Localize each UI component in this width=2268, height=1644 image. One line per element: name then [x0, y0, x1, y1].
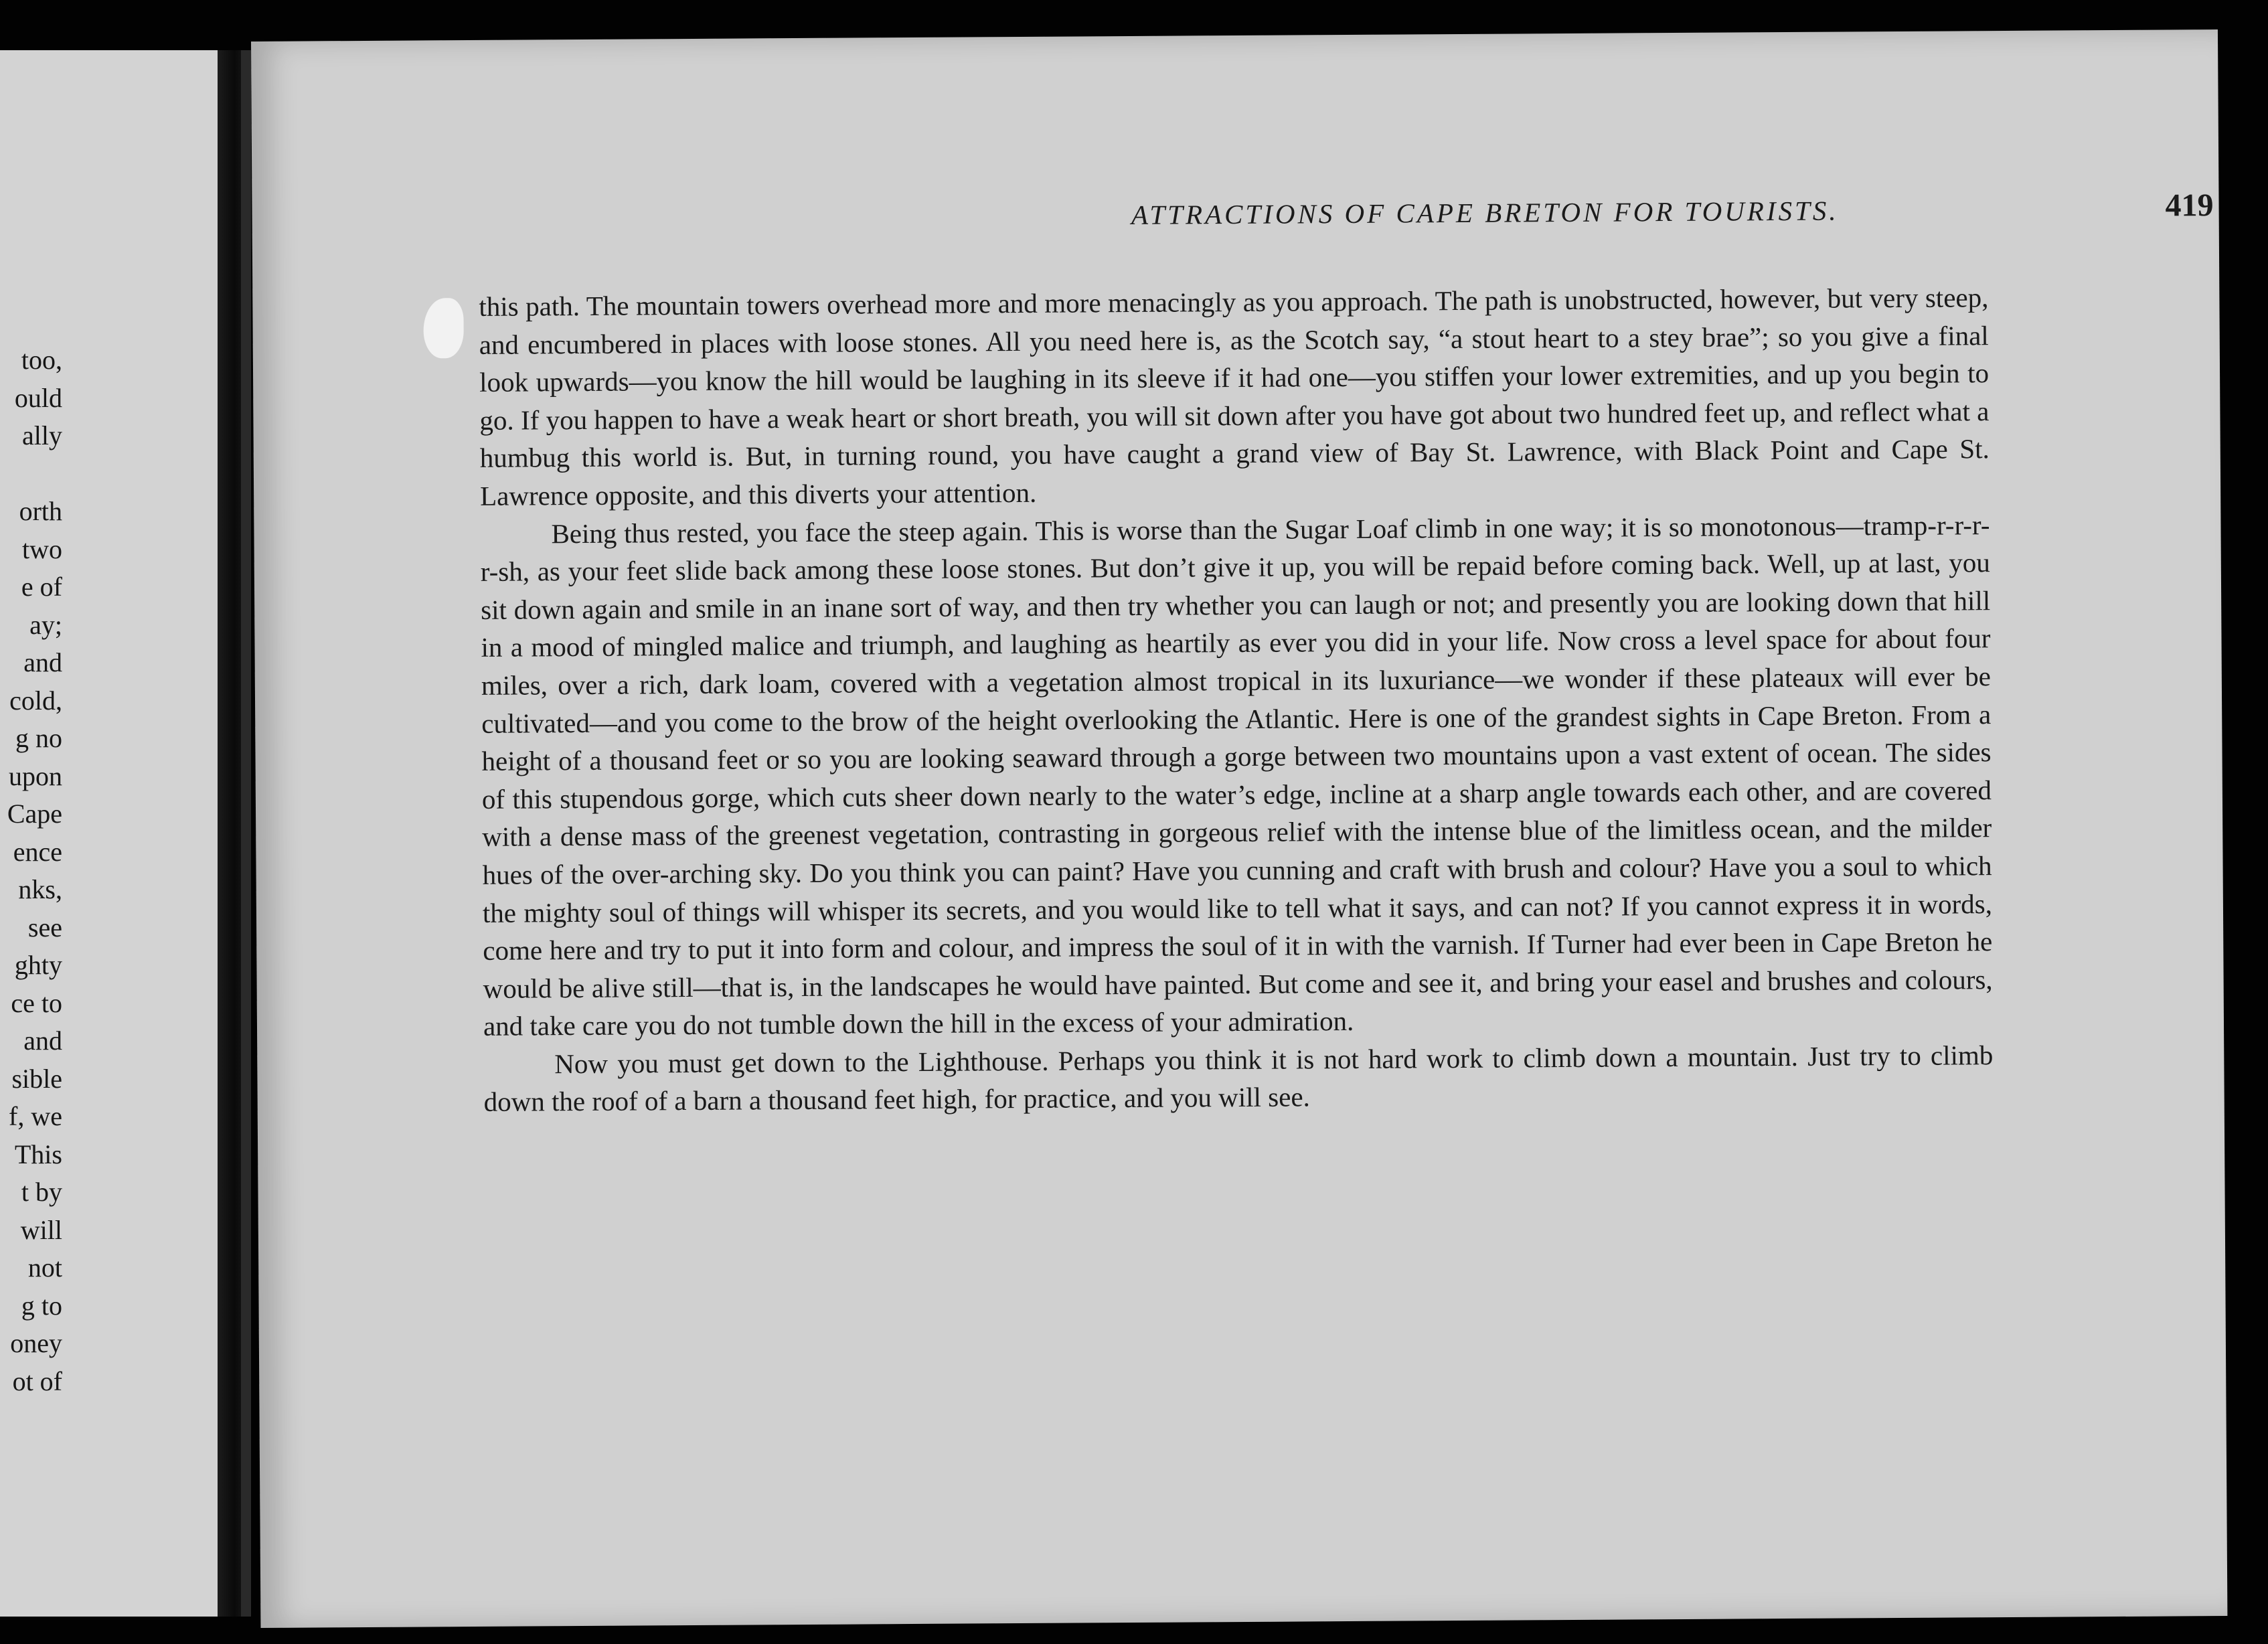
left-page-line-fragment: will: [20, 1214, 62, 1245]
left-page-line-fragment: upon: [9, 760, 62, 791]
running-title: ATTRACTIONS OF CAPE BRETON FOR TOURISTS.: [1131, 195, 1839, 230]
left-page-line-fragment: e of: [21, 572, 62, 602]
left-page-line-fragment: This: [14, 1139, 62, 1169]
left-page-line-fragment: nks,: [18, 874, 62, 904]
left-page-text-fragments: [0, 341, 62, 1400]
left-page-line-fragment: ghty: [14, 950, 62, 980]
paragraph-2: Being thus rested, you face the steep again. This is worse than the Sugar Loaf climb in one way; it is so monotonous—tramp-r-r-r-r-sh, as your feet slide back among these loose stones. But don’t give it up, you will be repaid before coming back. Well, up at last, you sit down again and smile in an inane sort of way, and then try whether you can laugh or not; and presently you are looking down that hill in a mood of mingled malice and triumph, and laughing as heartily as ever you did in your life. Now cross a level space for about four miles, over a rich, dark loam, covered with a vegetation almost tropical in its luxuriance—we wonder if these plateaux will ever be cultivated—and you come to the brow of the height overlooking the Atlantic. Here is one of the grandest sights in Cape Breton. From a height of a thousand feet or so you are looking seaward through a gorge between two mountains upon a vast extent of ocean. The sides of this stupendous gorge, which cuts sheer down nearly to the water’s edge, incline at a sharp angle towards each other, and are covered with a dense mass of the greenest vegetation, contrasting in gorgeous relief with the intense blue of the limitless ocean, and the milder hues of the over-arching sky. Do you think you can paint? Have you cunning and craft with brush and colour? Have you a soul to which the mighty soul of things will whisper its secrets, and you would like to tell what it says, and can not? If you cannot express it in words, come here and try to put it into form and colour, and impress the soul of it in with the varnish. If Turner had ever been in Cape Breton he would be alive still—that is, in the landscapes he would have painted. But come and see it, and bring your easel and brushes and colours, and take care you do not tumble down the hill in the excess of your admiration.: [480, 509, 1993, 1042]
left-page-line-fragment: see: [27, 912, 62, 942]
scan-speck: [423, 298, 464, 358]
left-page-line-fragment: cold,: [9, 685, 62, 716]
left-page-line-fragment: f, we: [9, 1101, 62, 1131]
left-page-line-fragment: Cape: [7, 799, 62, 829]
left-page-line-fragment: ot of: [12, 1366, 62, 1396]
paragraph-3: Now you must get down to the Lighthouse. Perhaps you think it is not hard work to climb down a mountain. Just try to climb down the roof of a barn a thousand feet high, for practice, and you will see.: [483, 1040, 1994, 1118]
left-page-line-fragment: too,: [21, 345, 62, 375]
left-page-line-fragment: and: [23, 647, 62, 677]
left-page-line-fragment: sible: [11, 1063, 62, 1094]
left-page-line-fragment: ce to: [11, 987, 62, 1018]
binding-edge: [241, 50, 251, 1617]
left-page-line-fragment: not: [27, 1252, 62, 1283]
left-page-line-fragment: ould: [14, 382, 62, 413]
left-page-line-fragment: ay;: [29, 609, 62, 640]
page-number: 419: [2165, 187, 2214, 224]
running-head: [486, 187, 2213, 244]
left-page-line-fragment: and: [23, 1025, 62, 1056]
left-page-line-fragment: ally: [22, 420, 62, 450]
left-page-line-fragment: ence: [13, 836, 62, 867]
left-page-line-fragment: two: [22, 533, 62, 564]
left-page-line-fragment: oney: [10, 1328, 62, 1358]
left-page-line-fragment: g to: [21, 1290, 62, 1321]
right-page: [251, 29, 2227, 1628]
left-page-line-fragment: g no: [15, 723, 62, 753]
left-page: [0, 50, 231, 1617]
left-page-line-fragment: [0, 455, 62, 493]
body-text: [479, 278, 1994, 1121]
left-page-line-fragment: t by: [21, 1177, 62, 1207]
paragraph-1: this path. The mountain towers overhead more and more menacingly as you approach. The path is unobstructed, however, but very steep, and encumbered in places with loose stones. All you need here is, as the Scotch say, “a stout heart to a stey brae”; so you give a final look upwards—you know the hill would be laughing in its sleeve if it had one—you stiffen your lower extremities, and up you begin to go. If you happen to have a weak heart or short breath, you will sit down after you have got about two hundred feet up, and reflect what a humbug this world is. But, in turning round, you have caught a grand view of Bay St. Lawrence, with Black Point and Cape St. Lawrence opposite, and this diverts your attention.: [479, 282, 1990, 511]
left-page-line-fragment: orth: [19, 496, 62, 526]
